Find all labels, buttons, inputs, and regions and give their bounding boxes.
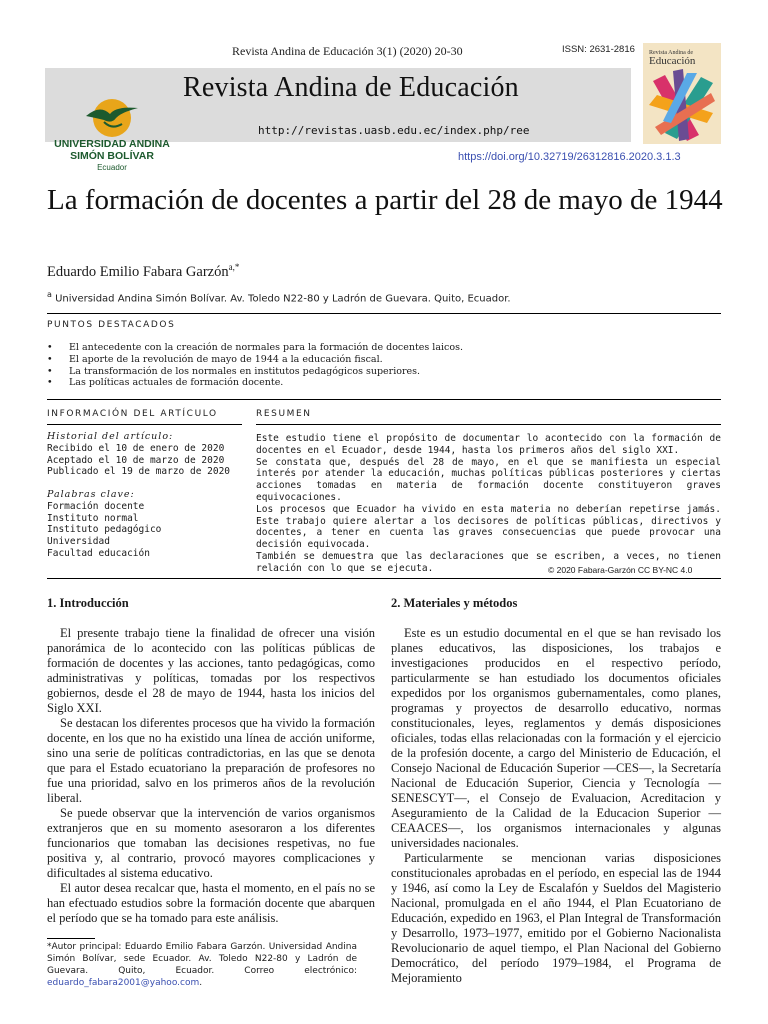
author-name: Eduardo Emilio Fabara Garzón [47, 263, 229, 280]
highlights-list [47, 342, 721, 389]
abstract-paragraph: Los procesos que Ecuador ha vivido en esta materia no deberían repetirse jamás. Este trabajo quiere alertar a los decisores de políticas públicas, directivos y docentes, a tener en cuenta las graves consecuencias que puede provocar una decisión equivocada. [256, 503, 721, 551]
history-label: Historial del artículo: [47, 431, 174, 442]
published-date: Publicado el 19 de marzo de 2020 [47, 466, 231, 478]
university-name-line1: UNIVERSIDAD ANDINA [54, 138, 170, 150]
cover-title-line1: Revista Andina de [649, 50, 693, 56]
university-name-line2: SIMÓN BOLÍVAR [70, 150, 154, 162]
highlights-heading: PUNTOS DESTACADOS [47, 320, 176, 330]
body-paragraph: Se puede observar que la intervención de varios organismos extranjeros que en su momento asesoraron a los diferentes funcionarios que tomaban las decisiones respetivas, no fue positiva y, al contrario, provocó mayores complicaciones y dificultades al sistema educativo. [47, 806, 375, 880]
issn-label: ISSN: 2631-2816 [562, 44, 635, 55]
footnote-email-link[interactable]: eduardo_fabara2001@yahoo.com [47, 978, 200, 988]
abstract-paragraph: Este estudio tiene el propósito de documentar lo acontecido con la formación de docentes en el Ecuador, desde 1944, hasta los primeros años del siglo XXI. [256, 433, 721, 456]
article-title: La formación de docentes a partir del 28 de mayo de 1944 [47, 184, 723, 216]
received-date: Recibido el 10 de enero de 2020 [47, 442, 225, 454]
author-marks: a,* [228, 262, 240, 272]
condor-sun-icon [82, 96, 142, 138]
footnote-divider [47, 938, 95, 939]
divider [47, 578, 721, 579]
keyword: Formación docente [47, 500, 145, 512]
abstract-heading: RESUMEN [256, 409, 312, 419]
section-heading-methods: 2. Materiales y métodos [391, 596, 518, 610]
divider [47, 399, 721, 400]
highlight-item: • El aporte de la revolución de mayo de 1944 a la educación fiscal. [47, 354, 721, 366]
divider [47, 313, 721, 314]
affiliation [47, 290, 511, 304]
article-history [47, 431, 243, 478]
highlight-item: • Las políticas actuales de formación docente. [47, 377, 721, 389]
abstract-body [256, 433, 721, 575]
affiliation-text: Universidad Andina Simón Bolívar. Av. Toledo N22-80 y Ladrón de Guevara. Quito, Ecuador. [55, 293, 511, 305]
body-paragraph: Este es un estudio documental en el que se han revisado los planes educativos, las disposiciones, los trabajos e investigaciones producidos en el respectivo período, particularmente se han estudiado los documentos oficiales expedidos por los organismos gubernamentales, como planes, programas y proyectos de desarrollo educativo, normas constitucionales, leyes, reglamentos y demás disposiciones oficiales, todas ellas relacionadas con la formación y el ejercicio de la profesión docente, a cargo del Ministerio de Educación, el Consejo Nacional de Educación Superior —CES—, la Secretaría Nacional de Educación Superior, Ciencia y Tecnología —SENESCYT—, el Consejo de Evaluacion, Acreditacion y Aseguramiento de la Calidad de la Educacion Superior —CEAACES—, los organismos internacionales y algunas universidades nacionales. [391, 626, 721, 850]
doi-link[interactable]: https://doi.org/10.32719/26312816.2020.3.1.3 [458, 151, 681, 163]
abstract-paragraph: Se constata que, después del 28 de mayo, en el que se manifiesta un especial interés por atender la educación, muchas políticas públicas posteriores y ciertas acciones tomadas en materia de formación docente constituyeron graves equivocaciones. [256, 456, 721, 503]
author-line [47, 262, 239, 281]
accepted-date: Aceptado el 10 de marzo de 2020 [47, 454, 225, 466]
body-paragraph: Particularmente se mencionan varias disposiciones constitucionales aprobadas en el período, en especial las de 1944 y 1946, así como la Ley de Escalafón y Sueldos del Magisterio Nacional, promulgada en el año 1944, el Plan Ecuatoriano de Educación, expedido en 1963, el Plan Integral de Transformación y Desarrollo, 1973–1977, emitido por el Gobierno Nacionalista Revolucionario de aquel tiempo, el Plan Nacional del Gobierno Democrático, del período 1979–1984, el Programa de Mejoramiento [391, 851, 721, 985]
footnote-end: . [199, 978, 203, 988]
body-paragraph: El presente trabajo tiene la finalidad de ofrecer una visión panorámica de lo acontecido con las políticas públicas de formación de docentes y las acciones, tanto pedagógicas, como administrativas y políticas, tomadas por los respectivos gobiernos, desde el 28 de mayo de 1944, hasta los inicios del Siglo XXI. [47, 626, 375, 715]
cover-title-line2: Educación [649, 55, 696, 67]
divider [47, 424, 242, 425]
copyright-notice: © 2020 Fabara-Garzón CC BY-NC 4.0 [548, 565, 693, 575]
keywords [47, 489, 243, 560]
journal-cover-image [643, 43, 721, 144]
university-logo [48, 96, 176, 172]
cover-stripes-graphic [643, 43, 721, 144]
keyword: Universidad [47, 536, 110, 548]
university-city: Ecuador [97, 163, 127, 172]
keyword: Instituto normal [47, 512, 139, 524]
highlight-item: • El antecedente con la creación de normales para la formación de docentes laicos. [47, 342, 721, 354]
keyword: Instituto pedagógico [47, 524, 162, 536]
introduction-body [47, 626, 375, 926]
abstract-paragraph: También se demuestra que las declaraciones que se escriben, a veces, no tienen relación con lo que se ejecuta. [256, 550, 721, 574]
journal-citation: Revista Andina de Educación 3(1) (2020) 20-30 [232, 44, 463, 58]
divider [256, 424, 721, 425]
body-paragraph: Se destacan los diferentes procesos que ha vivido la formación docente, en los que no ha existido una línea de acción uniforme, sino una serie de políticas contradictorias, en las que se denota que para el Estado ecuatoriano la preparación de profesores no fue una prioridad, salvo en los primeros años de la revolución liberal. [47, 716, 375, 805]
body-paragraph: El autor desea recalcar que, hasta el momento, en el país no se han efectuado estudios sobre la formación docente que abarquen el período que se ha tomado para este análisis. [47, 881, 375, 925]
author-footnote [47, 941, 357, 989]
section-heading-introduction: 1. Introducción [47, 596, 129, 610]
footnote-text: *Autor principal: Eduardo Emilio Fabara Garzón. Universidad Andina Simón Bolívar, sede Ecuador. Av. Toledo N22-80 y Ladrón de Guevara. Quito, Ecuador. Correo electrónico: [47, 942, 357, 976]
keyword: Facultad educación [47, 547, 150, 559]
journal-url-link[interactable]: http://revistas.uasb.edu.ec/index.php/ree [258, 124, 530, 137]
methods-body [391, 626, 721, 986]
affiliation-mark: a [47, 290, 52, 299]
keywords-label: Palabras clave: [47, 489, 135, 500]
article-info-heading: INFORMACIÓN DEL ARTÍCULO [47, 409, 218, 419]
highlight-item: • La transformación de los normales en institutos pedagógicos superiores. [47, 366, 721, 378]
journal-title: Revista Andina de Educación [183, 72, 519, 103]
